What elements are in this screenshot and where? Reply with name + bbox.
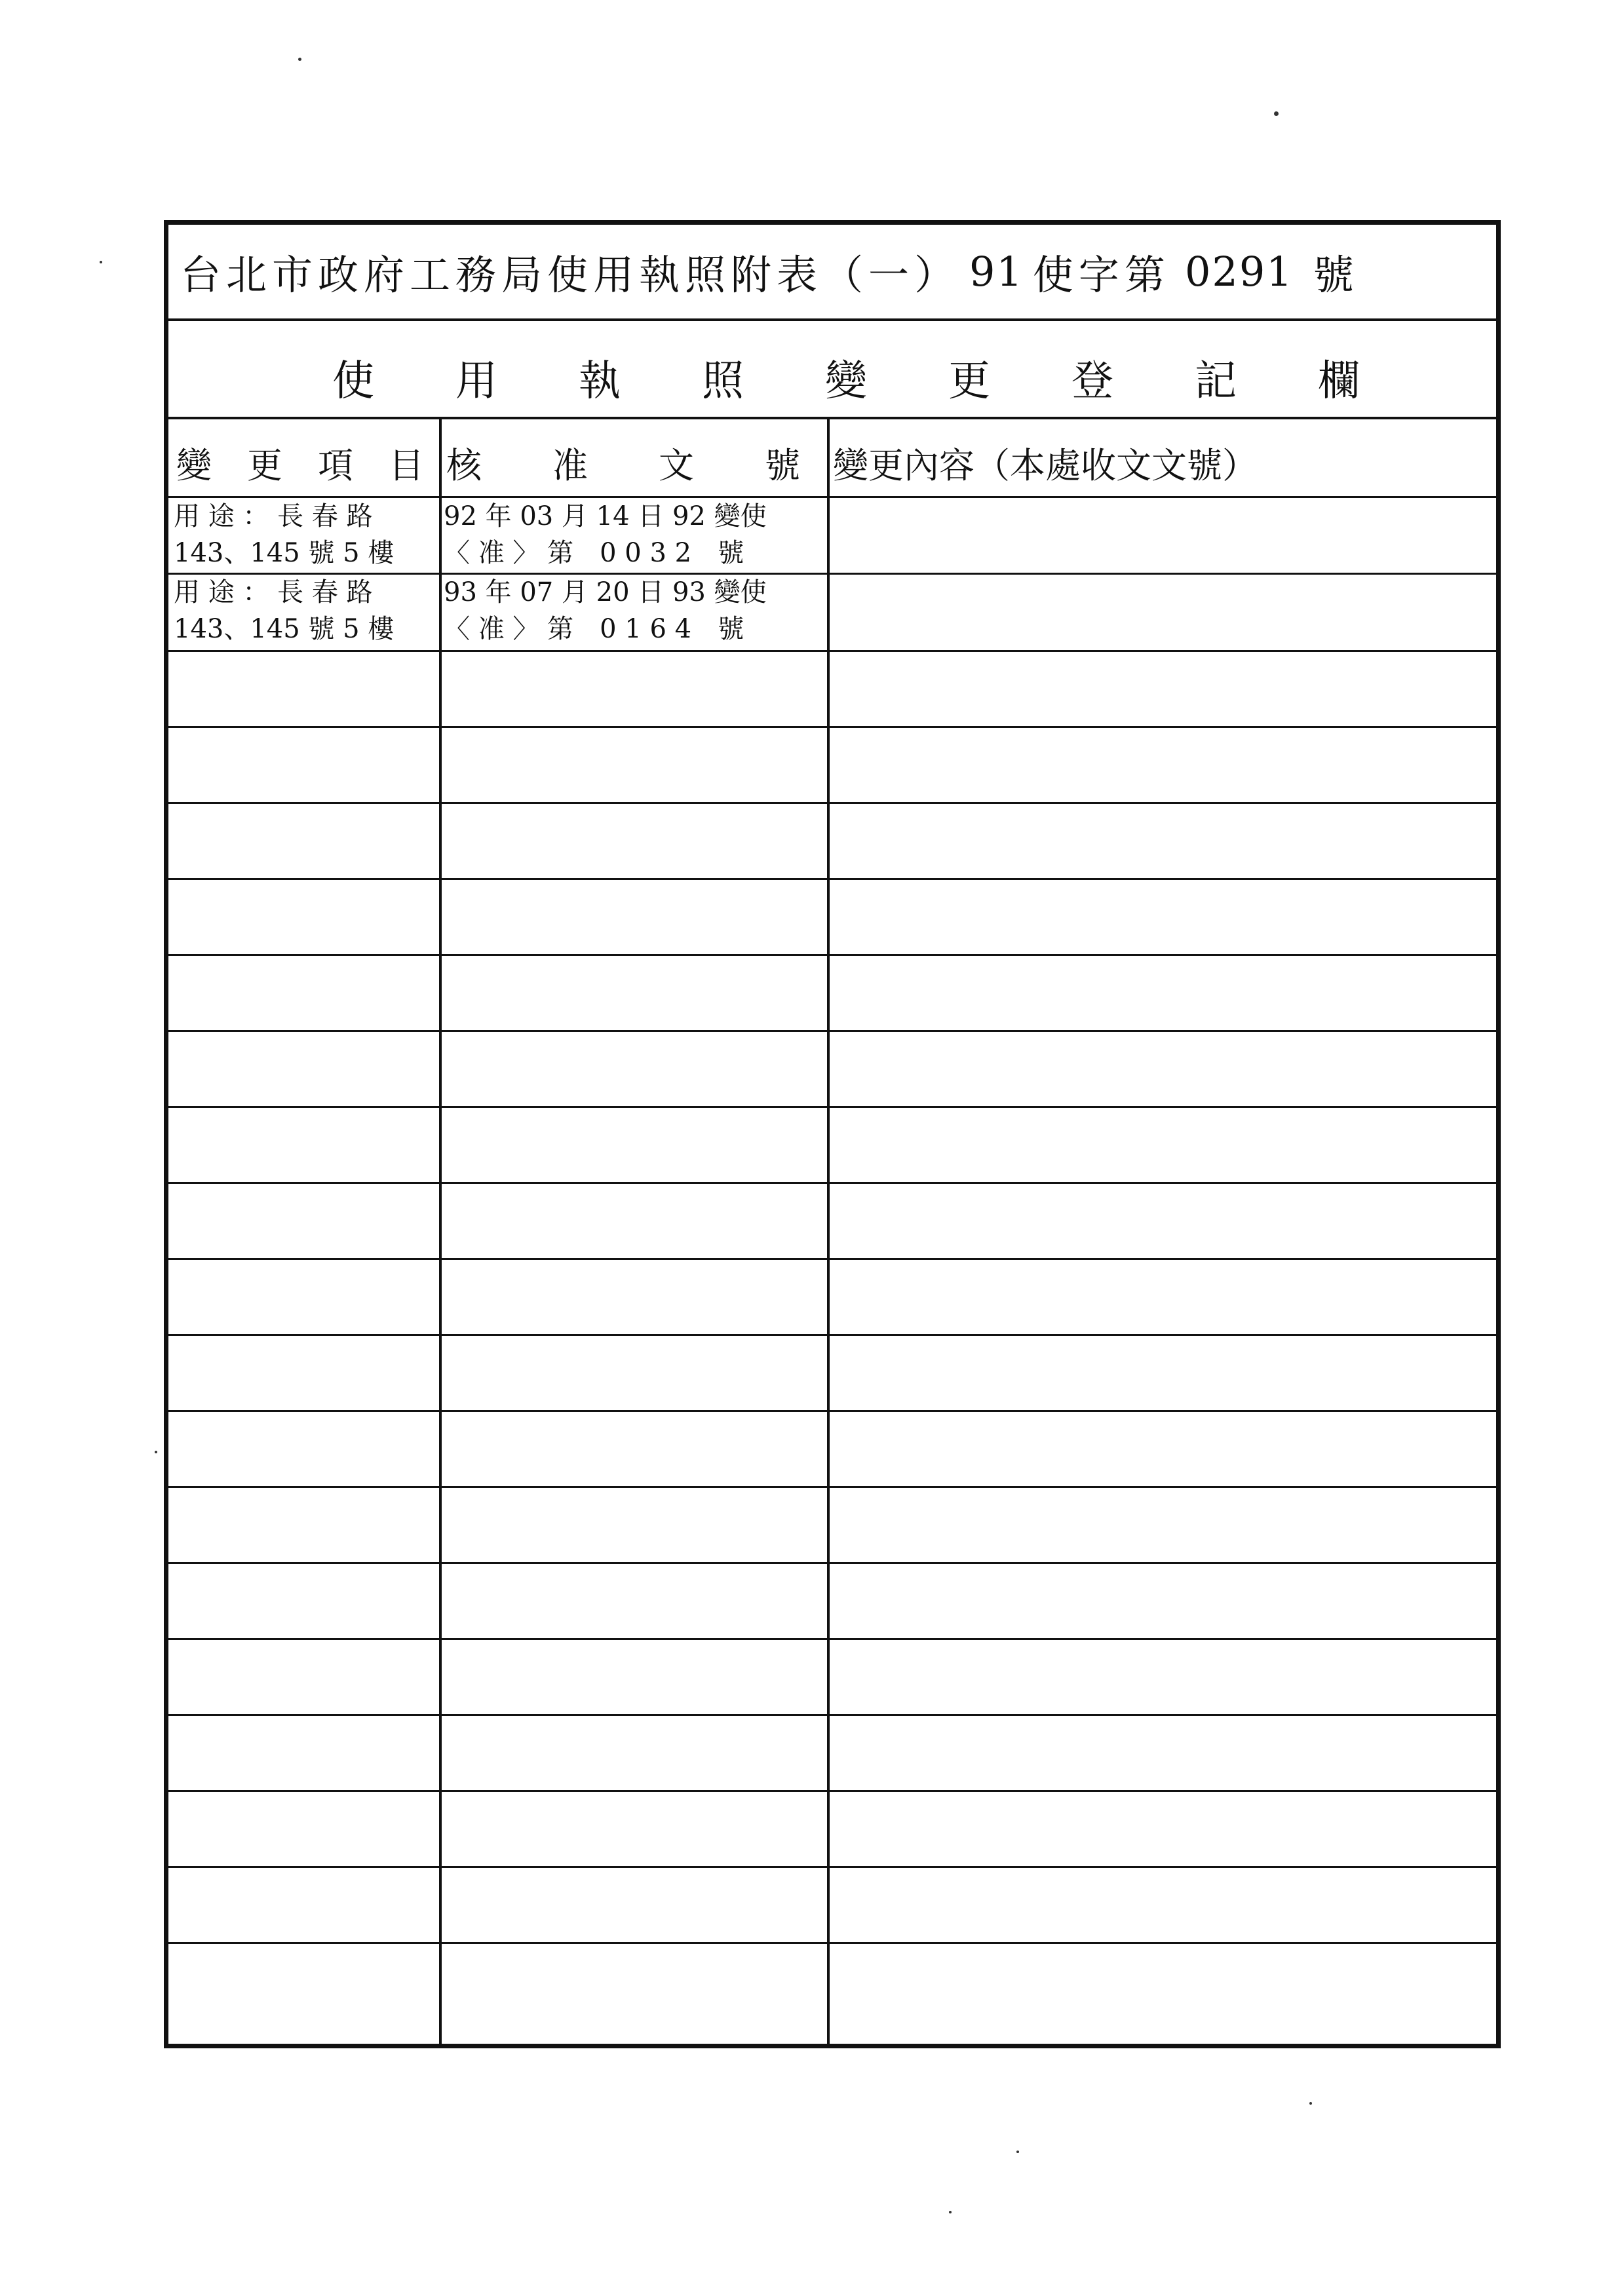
row-rule (168, 1258, 1496, 1260)
entry-item-line: 143、145 號 5 樓 (174, 538, 395, 568)
license-type: 使字第 (1032, 251, 1170, 299)
column-header-change-content: 變更內容（本處收文文號） (833, 445, 1258, 486)
row-rule (168, 1182, 1496, 1184)
entry-approval-line: 〈 准 〉 第 0 1 6 4 號 (444, 614, 744, 644)
scan-speck (949, 2211, 952, 2213)
entry-approval-line: 93 年 07 月 20 日 93 變使 (444, 577, 767, 607)
title-suffix: 號 (1313, 251, 1359, 299)
entry-item-line: 143、145 號 5 樓 (174, 614, 395, 644)
row-rule (168, 1866, 1496, 1868)
row-rule (168, 650, 1496, 652)
scan-speck (1016, 2151, 1019, 2153)
row-rule (168, 1638, 1496, 1640)
section-title-char: 登 (1071, 357, 1113, 406)
entry-approval-line: 〈 准 〉 第 0 0 3 2 號 (444, 538, 744, 568)
scan-speck (298, 58, 301, 61)
column-divider (827, 419, 830, 2044)
section-title-char: 欄 (1318, 357, 1360, 406)
column-header-approval-no: 核 准 文 號 (446, 445, 800, 486)
row-rule (168, 878, 1496, 880)
row-rule (168, 954, 1496, 956)
document-title (168, 225, 1496, 321)
row-rule (168, 1486, 1496, 1488)
scan-speck (155, 1451, 157, 1453)
section-title-char: 變 (825, 357, 867, 406)
row-rule (168, 1714, 1496, 1716)
entry-change-item (174, 574, 438, 647)
scan-speck (1274, 111, 1279, 116)
entry-approval-no (444, 574, 826, 647)
entry-approval-line: 92 年 03 月 14 日 92 變使 (444, 501, 767, 531)
row-rule (168, 1942, 1496, 1944)
row-rule (168, 726, 1496, 728)
row-rule (168, 802, 1496, 804)
license-year: 91 (969, 248, 1024, 296)
row-rule (168, 1790, 1496, 1792)
section-title-char: 使 (332, 357, 374, 406)
entry-item-line: 用 途 ： 長 春 路 (174, 577, 373, 607)
column-header-change-item: 變 更 項 目 (176, 445, 424, 486)
section-title-char: 照 (702, 357, 744, 406)
scan-speck (1309, 2102, 1312, 2105)
row-rule (168, 1410, 1496, 1412)
title-prefix: 台北市政府工務局使用執照附表（一） (180, 251, 961, 299)
register-table (168, 419, 1496, 2044)
license-change-register (164, 220, 1501, 2048)
section-title-char: 記 (1195, 357, 1237, 406)
section-title (168, 321, 1496, 419)
section-title-char: 執 (579, 357, 621, 406)
scan-speck (100, 261, 102, 263)
license-number: 0291 (1184, 248, 1294, 296)
section-title-char: 更 (948, 357, 990, 406)
entry-change-item (174, 498, 438, 571)
section-title-char: 用 (455, 357, 497, 406)
row-rule (168, 1106, 1496, 1108)
row-rule (168, 1334, 1496, 1336)
entry-item-line: 用 途 ： 長 春 路 (174, 501, 373, 531)
row-rule (168, 1562, 1496, 1564)
row-rule (168, 1030, 1496, 1032)
entry-approval-no (444, 498, 826, 571)
column-divider (439, 419, 442, 2044)
